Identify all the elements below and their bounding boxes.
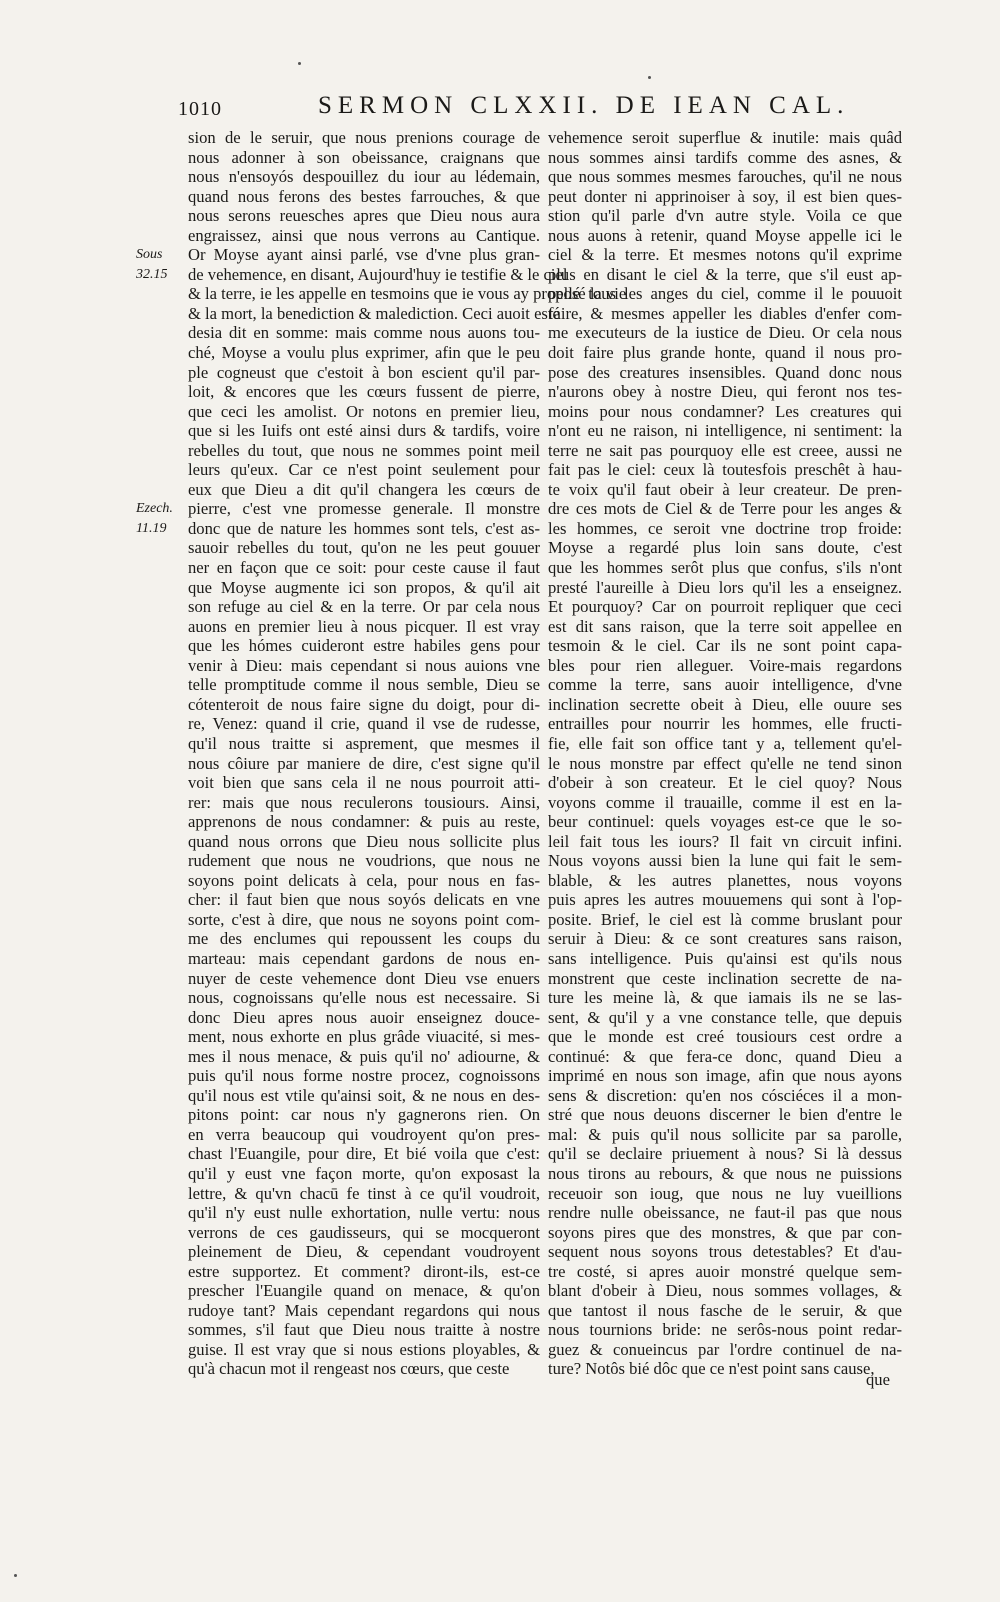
text-line: qu'il nous traitte si asprement, que mesmes il bbox=[188, 733, 540, 753]
text-line: blant d'obeir à Dieu, nous sommes vollages, & bbox=[548, 1281, 902, 1301]
ink-speck bbox=[298, 62, 301, 65]
text-line: leurs qu'eux. Car ce n'est point seulement pour bbox=[188, 460, 540, 480]
text-line: de vehemence, en disant, Aujourd'huy ie testifie & le ciel bbox=[188, 264, 568, 284]
text-line: imprimé en nous son image, afin que nous ayons bbox=[548, 1066, 902, 1086]
text-line: receuoir son ioug, que nous ne luy vueillions bbox=[548, 1183, 902, 1203]
text-line: tesmoin & le ciel. Car ils ne sont point capa- bbox=[548, 636, 902, 656]
text-line: nous côiure par maniere de dire, c'est signe qu'il bbox=[188, 753, 540, 773]
text-line: blable, & les autres planettes, nous voyons bbox=[548, 870, 902, 890]
text-line: pellé tous les anges du ciel, comme il le pouuoit bbox=[548, 284, 902, 304]
text-line: que Moyse augmente ici son propos, & qu'il ait bbox=[188, 577, 540, 597]
text-line: d'obeir à son createur. Et le ciel quoy? Nous bbox=[548, 773, 902, 793]
text-line: qu'il se declaire priuement à nous? Si là dessus bbox=[548, 1144, 902, 1164]
text-line: comme la terre, sans auoir intelligence, d'vne bbox=[548, 675, 902, 695]
text-line: seruir à Dieu: & ce sont creatures sans raison, bbox=[548, 929, 902, 949]
text-line: les hommes, ce seroit vne doctrine trop froide: bbox=[548, 518, 902, 538]
text-line: donc Dieu apres nous auoir enseignez douce- bbox=[188, 1007, 540, 1027]
text-line: sans intelligence. Puis qu'ainsi est qu'ils nous bbox=[548, 948, 902, 968]
text-line: qu'à chacun mot il rengeast nos cœurs, que ceste bbox=[188, 1359, 510, 1379]
text-line: loit, & encores que les cœurs fussent de pierre, bbox=[188, 382, 540, 402]
text-line: doit faire plus grande honte, quand il nous pro- bbox=[548, 343, 902, 363]
ink-speck bbox=[14, 1574, 17, 1577]
text-line: apprenons de nous condamner: & puis au reste, bbox=[188, 812, 540, 832]
text-line: dre ces mots de Ciel & de Terre pour les anges & bbox=[548, 499, 902, 519]
text-line: peut donter ni apprinoiser à soy, il est bien ques- bbox=[548, 186, 902, 206]
text-line: pose des creatures insensibles. Quand donc nous bbox=[548, 362, 902, 382]
text-line: terre ne sait pas pourquoy elle est creee, aussi ne bbox=[548, 440, 902, 460]
text-line: posite. Brief, le ciel est là comme bruslant pour bbox=[548, 909, 902, 929]
text-line: quand nous ferons des bestes farrouches, & que bbox=[188, 186, 540, 206]
text-line: rendre nulle obeissance, ne faut-il pas que nous bbox=[548, 1203, 902, 1223]
text-line: stré que nous deuons discerner le bien d'entre le bbox=[548, 1105, 902, 1125]
text-line: mes il nous menace, & puis qu'il no' adiourne, & bbox=[188, 1046, 540, 1066]
text-line: le nous monstre par effect qu'elle ne tend sinon bbox=[548, 753, 902, 773]
right-column bbox=[548, 128, 902, 1379]
text-line: fie, elle fait son office tant y a, tellement qu'el- bbox=[548, 733, 902, 753]
text-line: soyons point delicats à cela, pour nous en fas- bbox=[188, 870, 540, 890]
text-line: te voix qu'il faut obeir à leur createur. De pren- bbox=[548, 479, 902, 499]
text-line: ner en façon que ce soit: pour ceste cause il faut bbox=[188, 558, 540, 578]
text-line: desia dit en somme: mais comme nous auons tou- bbox=[188, 323, 540, 343]
text-line: que nous sommes mesmes farouches, qu'il ne nous bbox=[548, 167, 902, 187]
text-line: re, Venez: quand il crie, quand il vse de rudesse, bbox=[188, 714, 540, 734]
text-line: mal: & puis qu'il nous sollicite par sa parolle, bbox=[548, 1124, 902, 1144]
text-line: en verra beaucoup qui voudroyent qu'on pres- bbox=[188, 1124, 540, 1144]
text-line: estre supportez. Et comment? diront-ils, est-ce bbox=[188, 1261, 540, 1281]
margin-note: 11.19 bbox=[136, 521, 167, 536]
text-line: rer: mais que nous reculerons tousiours. Ainsi, bbox=[188, 792, 540, 812]
text-line: fait pas le ciel: ceux là toutesfois preschêt à hau- bbox=[548, 460, 902, 480]
text-line: nous, cognoissans qu'elle nous est necessaire. Si bbox=[188, 988, 540, 1008]
text-line: sion de le seruir, que nous prenions courage de bbox=[188, 128, 540, 147]
text-line: guise. Il est vray que si nous estions ployables, & bbox=[188, 1339, 540, 1359]
text-line: beur continuel: quels voyages est-ce que le so- bbox=[548, 812, 902, 832]
text-line: plus en disant le ciel & la terre, que s'il eust ap- bbox=[548, 264, 902, 284]
text-line: Or Moyse ayant ainsi parlé, vse d'vne plus gran- bbox=[188, 245, 540, 265]
text-line: verrons de ces gaudisseurs, qui se mocqueront bbox=[188, 1222, 540, 1242]
text-line: chast l'Euangile, pour dire, Et bié voila que c'est: bbox=[188, 1144, 540, 1164]
text-line: ciel & la terre. Et mesmes notons qu'il exprime bbox=[548, 245, 902, 265]
text-line: Et pourquoy? Car on pourroit repliquer que ceci bbox=[548, 597, 902, 617]
text-line: voit bien que sans cela il ne nous pourroit atti- bbox=[188, 773, 540, 793]
text-line: que tantost il nous fasche de le seruir, & que bbox=[548, 1300, 902, 1320]
text-line: continué: & que fera-ce donc, quand Dieu a bbox=[548, 1046, 902, 1066]
text-line: donc que de nature les hommes sont tels, c'est as- bbox=[188, 518, 540, 538]
text-line: est dit sans raison, que la terre soit appellee en bbox=[548, 616, 902, 636]
text-line: Moyse a regardé plus loin sans doute, c'est bbox=[548, 538, 902, 558]
text-line: lettre, & qu'vn chacū fe tinst à ce qu'il voudroit, bbox=[188, 1183, 540, 1203]
running-head: SERMON CLXXII. DE IEAN CAL. bbox=[318, 92, 850, 119]
text-line: que si les Iuifs ont esté ainsi durs & tardifs, voire bbox=[188, 421, 540, 441]
ink-speck bbox=[648, 76, 651, 79]
text-line: rudement que nous ne voudrions, que nous ne bbox=[188, 851, 540, 871]
text-line: qu'il n'y eust nulle exhortation, nulle vertu: nous bbox=[188, 1203, 540, 1223]
text-line: que ceci les amolist. Or notons en premier lieu, bbox=[188, 401, 540, 421]
text-line: bles pour rien alleguer. Voire-mais regardons bbox=[548, 655, 902, 675]
text-line: sommes, s'il faut que Dieu nous traitte à nostre bbox=[188, 1320, 540, 1340]
text-line: Nous voyons aussi bien la lune qui fait le sem- bbox=[548, 851, 902, 871]
text-line: ture les meine là, & que iamais ils ne se las- bbox=[548, 988, 902, 1008]
text-line: venir à Dieu: mais cependant si nous auions vne bbox=[188, 655, 540, 675]
text-line: eux que Dieu a dit qu'il changera les cœurs de bbox=[188, 479, 540, 499]
text-line: sens & discretion: qu'en nos cósciéces il a mon- bbox=[548, 1085, 902, 1105]
text-line: vehemence seroit superflue & inutile: mais quâd bbox=[548, 128, 902, 147]
text-line: pleinement de Dieu, & cependant voudroyent bbox=[188, 1242, 540, 1262]
text-line: inclination secrette obeit à Dieu, elle ouure ses bbox=[548, 694, 902, 714]
text-line: son refuge au ciel & en la terre. Or par cela nous bbox=[188, 597, 540, 617]
text-line: sent, & qu'il y a vne constance telle, que depuis bbox=[548, 1007, 902, 1027]
text-line: moins pour nous condamner? Les creatures qui bbox=[548, 401, 902, 421]
text-line: me des enclumes qui repoussent les coups du bbox=[188, 929, 540, 949]
text-line: entrailles pour nourrir les hommes, elle fructi- bbox=[548, 714, 902, 734]
left-column bbox=[188, 128, 627, 1379]
text-line: nous tournions bride: ne serôs-nous point redar- bbox=[548, 1320, 902, 1340]
text-line: prescher l'Euangile quand on menace, & qu'on bbox=[188, 1281, 540, 1301]
text-line: tre costé, si apres auoir monstré quelque sem- bbox=[548, 1261, 902, 1281]
text-line: cótenteroit de nous faire signe du doigt, pour di- bbox=[188, 694, 540, 714]
text-line: rudoye tant? Mais cependant regardons qui nous bbox=[188, 1300, 540, 1320]
text-line: leil fait tous les iours? Il fait vn circuit infini. bbox=[548, 831, 902, 851]
text-line: n'aurons obey à nostre Dieu, qui feront nos tes- bbox=[548, 382, 902, 402]
text-line: & la mort, la benediction & malediction. Ceci auoit esté bbox=[188, 303, 560, 323]
text-line: ment, nous exhorte en plus grâde viuacité, si mes- bbox=[188, 1027, 540, 1047]
text-line: quand nous orrons que Dieu nous sollicite plus bbox=[188, 831, 540, 851]
text-line: auons en premier lieu à nous picquer. Il est vray bbox=[188, 616, 540, 636]
text-line: nous n'ensoyós despouillez du iour au lédemain, bbox=[188, 167, 540, 187]
text-line: nous adonner à son obeissance, craignans que bbox=[188, 147, 540, 167]
text-line: puis apres les autres mouuemens qui sont à l'op- bbox=[548, 890, 902, 910]
catchword: que bbox=[866, 1370, 890, 1389]
text-line: qu'il y eust vne façon morte, qu'on exposast la bbox=[188, 1163, 540, 1183]
text-line: sorte, c'est à dire, que nous ne soyons point com- bbox=[188, 909, 540, 929]
text-line: marteau: mais cependant gardons de nous en- bbox=[188, 948, 540, 968]
text-line: n'ont eu ne raison, ni intelligence, ni sentiment: la bbox=[548, 421, 902, 441]
text-line: sequent nous soyons trous detestables? Et d'au- bbox=[548, 1242, 902, 1262]
text-line: presté l'aureille à Dieu lors qu'il les a enseignez. bbox=[548, 577, 902, 597]
text-line: que les hómes cuideront estre habiles gens pour bbox=[188, 636, 540, 656]
text-line: cher: il faut bien que nous soyós delicats en vne bbox=[188, 890, 540, 910]
text-line: me executeurs de la iustice de Dieu. Or cela nous bbox=[548, 323, 902, 343]
margin-note: Ezech. bbox=[136, 501, 173, 517]
text-line: ple cogneust que c'estoit à bon escient qu'il par- bbox=[188, 362, 540, 382]
text-line: voyons comme il trauaille, comme il est en la- bbox=[548, 792, 902, 812]
margin-note: Sous bbox=[136, 247, 163, 263]
text-line: soyons pires que des monstres, & que par con- bbox=[548, 1222, 902, 1242]
text-line: nous serons reuesches apres que Dieu nous aura bbox=[188, 206, 540, 226]
text-line: nuyer de ceste vehemence dont Dieu vse enuers bbox=[188, 968, 540, 988]
text-line: rebelles du tout, que nous ne sommes point meil bbox=[188, 440, 540, 460]
text-line: que le monde est creé tousiours cest ordre a bbox=[548, 1027, 902, 1047]
margin-note: 32.15 bbox=[136, 266, 168, 282]
text-line: guez & conueincus par l'ordre continuel de na- bbox=[548, 1339, 902, 1359]
text-line: faire, & mesmes appeller les diables d'enfer com- bbox=[548, 303, 902, 323]
text-line: puis qu'il nous forme nostre procez, cognoissons bbox=[188, 1066, 540, 1086]
text-line: pitons point: car nous n'y gagnerons rien. On bbox=[188, 1105, 540, 1125]
text-line: que les hommes serôt plus que confus, s'ils n'ont bbox=[548, 558, 902, 578]
text-line: stion qu'il parle d'vn autre style. Voila ce que bbox=[548, 206, 902, 226]
text-line: sauoir rebelles du tout, qu'on ne les peut gouuer bbox=[188, 538, 540, 558]
text-line: & la terre, ie les appelle en tesmoins que ie vous ay proposé la vie bbox=[188, 284, 627, 304]
folio-number: 1010 bbox=[178, 98, 222, 120]
text-line: ché, Moyse a voulu plus exprimer, afin que le peu bbox=[188, 343, 540, 363]
text-line: monstrent que ceste inclination secrette de na- bbox=[548, 968, 902, 988]
text-line: pierre, c'est vne promesse generale. Il monstre bbox=[188, 499, 540, 519]
text-line: engraissez, ainsi que nous verrons au Cantique. bbox=[188, 225, 540, 245]
text-line: telle promptitude comme il nous semble, Dieu se bbox=[188, 675, 540, 695]
text-line: nous tirons au rebours, & que nous ne puissions bbox=[548, 1163, 902, 1183]
text-line: qu'il nous est vtile qu'ainsi soit, & ne nous en des- bbox=[188, 1085, 540, 1105]
text-line: nous auons à retenir, quand Moyse appelle ici le bbox=[548, 225, 902, 245]
text-line: nous sommes ainsi tardifs comme des asnes, & bbox=[548, 147, 902, 167]
text-line: ture? Notôs bié dôc que ce n'est point sans cause, bbox=[548, 1359, 875, 1379]
